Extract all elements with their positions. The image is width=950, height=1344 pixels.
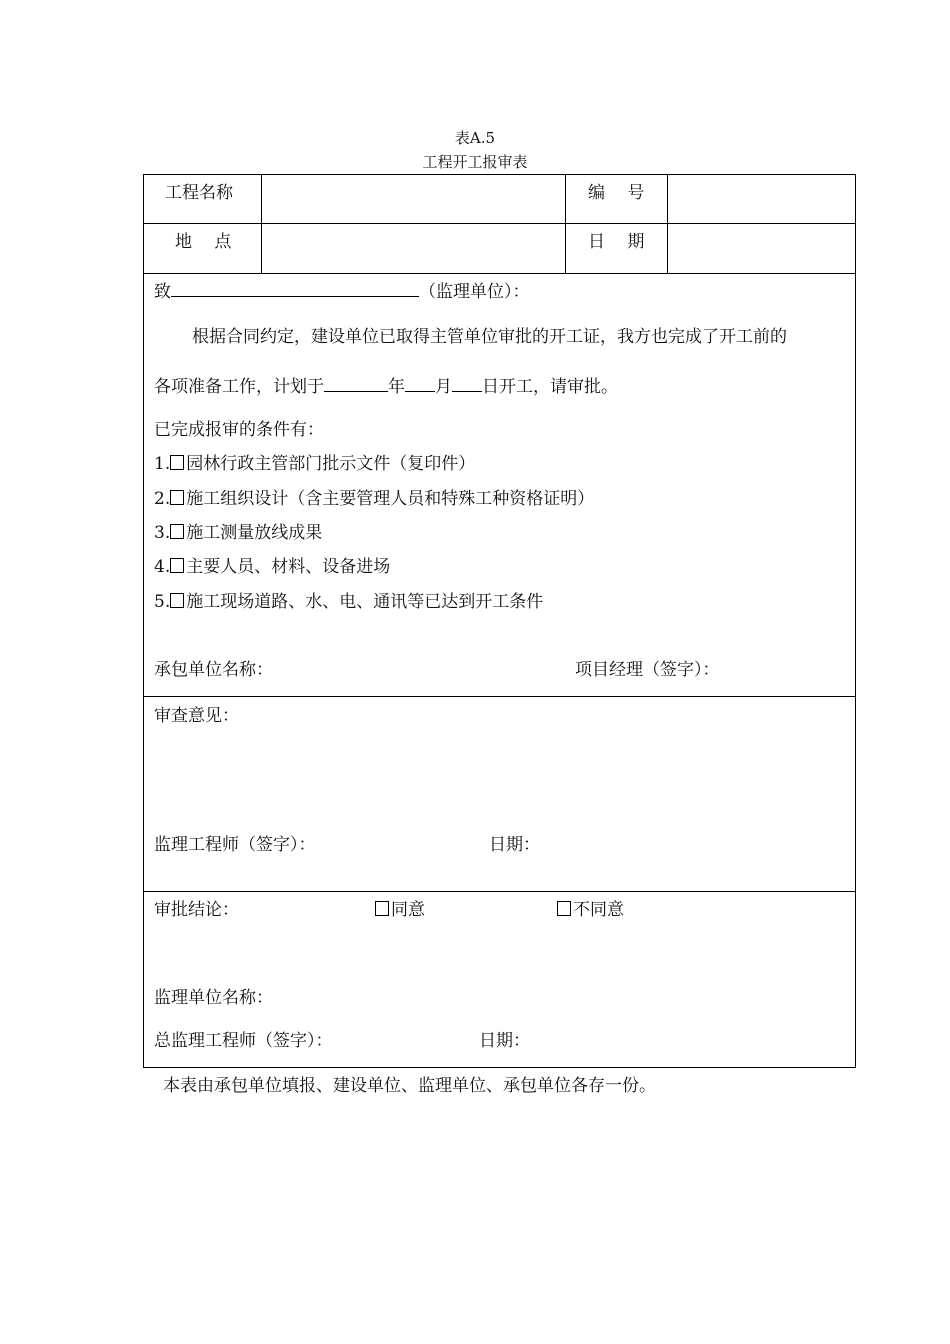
row-divider xyxy=(144,273,855,274)
review-opinion-label: 审查意见： xyxy=(154,706,239,726)
checkbox[interactable] xyxy=(170,455,184,470)
form-title: 工程开工报审表 xyxy=(422,153,528,171)
row-divider xyxy=(144,891,855,892)
condition-text: 施工组织设计（含主要管理人员和特殊工种资格证明） xyxy=(186,489,595,509)
date-field[interactable] xyxy=(670,226,853,270)
contractor-name-label: 承包单位名称： xyxy=(154,660,273,680)
condition-number: 3. xyxy=(154,523,171,543)
year-label: 年 xyxy=(388,377,405,397)
request-paragraph-line2 xyxy=(154,372,618,397)
agree-label: 同意 xyxy=(391,900,425,920)
condition-number: 5. xyxy=(154,592,171,612)
col-divider xyxy=(667,175,668,273)
supervision-unit-blank[interactable] xyxy=(171,278,419,297)
review-date-label: 日期： xyxy=(489,835,540,855)
engineer-sign-label: 监理工程师（签字）： xyxy=(154,835,316,855)
condition-number: 4. xyxy=(154,557,171,577)
table-number: 表A.5 xyxy=(454,129,496,147)
col-divider xyxy=(565,175,566,273)
chief-engineer-label: 总监理工程师（签字）： xyxy=(154,1031,333,1051)
condition-text: 施工现场道路、水、电、通讯等已达到开工条件 xyxy=(186,592,544,612)
condition-number: 1. xyxy=(154,454,171,474)
footer-note: 本表由承包单位填报、建设单位、监理单位、承包单位各存一份。 xyxy=(163,1076,656,1096)
addressee-line xyxy=(154,277,530,302)
project-name-label: 工程名称 xyxy=(165,183,233,203)
condition-item xyxy=(154,552,390,577)
day-suffix: 日开工，请审批。 xyxy=(482,377,618,397)
project-name-field[interactable] xyxy=(264,176,562,220)
checkbox[interactable] xyxy=(170,593,184,608)
conditions-heading: 已完成报审的条件有： xyxy=(154,420,324,440)
date-label: 日 期 xyxy=(588,232,645,252)
condition-item xyxy=(154,518,322,543)
year-blank[interactable] xyxy=(324,373,388,392)
approval-conclusion-label: 审批结论： xyxy=(154,900,239,920)
project-manager-label: 项目经理（签字）： xyxy=(575,660,720,680)
number-label: 编 号 xyxy=(588,183,645,203)
condition-item xyxy=(154,587,543,612)
disagree-checkbox[interactable] xyxy=(557,901,571,916)
form-table xyxy=(143,174,856,1068)
row-divider xyxy=(144,696,855,697)
to-prefix: 致 xyxy=(154,282,171,302)
agree-option[interactable] xyxy=(375,895,425,920)
condition-text: 施工测量放线成果 xyxy=(186,523,323,543)
plan-prefix: 各项准备工作，计划于 xyxy=(154,377,324,397)
supervision-unit-label: 监理单位名称： xyxy=(154,988,273,1008)
agree-checkbox[interactable] xyxy=(375,901,389,916)
disagree-label: 不同意 xyxy=(573,900,624,920)
condition-item xyxy=(154,484,594,509)
location-field[interactable] xyxy=(264,226,562,270)
condition-item xyxy=(154,449,475,474)
condition-text: 园林行政主管部门批示文件（复印件） xyxy=(186,454,476,474)
checkbox[interactable] xyxy=(170,490,184,505)
condition-text: 主要人员、材料、设备进场 xyxy=(186,557,391,577)
checkbox[interactable] xyxy=(170,524,184,539)
number-field[interactable] xyxy=(670,176,853,220)
month-label: 月 xyxy=(435,377,452,397)
approval-date-label: 日期： xyxy=(479,1031,530,1051)
month-blank[interactable] xyxy=(405,373,435,392)
checkbox[interactable] xyxy=(170,558,184,573)
day-blank[interactable] xyxy=(452,373,482,392)
col-divider xyxy=(261,175,262,273)
row-divider xyxy=(144,223,855,224)
condition-number: 2. xyxy=(154,489,171,509)
request-paragraph-line1: 根据合同约定，建设单位已取得主管单位审批的开工证，我方也完成了开工前的 xyxy=(192,327,787,347)
disagree-option[interactable] xyxy=(557,895,624,920)
to-suffix: （监理单位）： xyxy=(419,282,530,302)
location-label: 地 点 xyxy=(175,232,232,252)
